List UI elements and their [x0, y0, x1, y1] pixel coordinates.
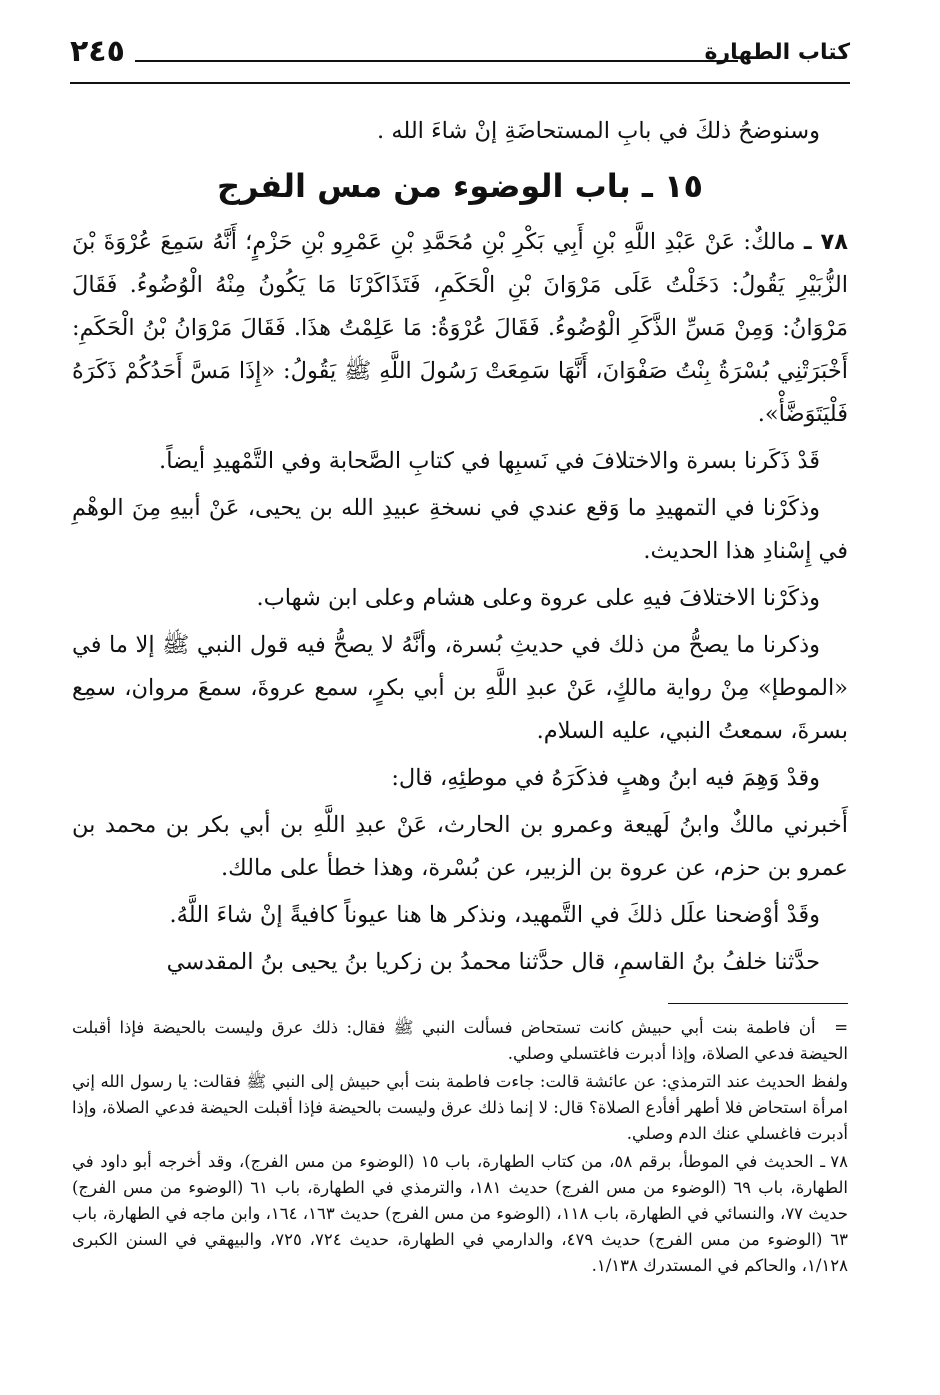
- hadith-number: ٧٨ ـ: [803, 229, 848, 255]
- paragraph: وذكرنا ما يصحُّ من ذلك في حديثِ بُسرة، وأنَّهُ لا يصحُّ فيه قول النبي ﷺ إلا ما في «الموطإ» مِنْ رواية مالكٍ، عَنْ عبدِ اللَّهِ بن أبي بكرٍ، سمع عروةَ، سمعَ مروان، سمِع بسرةَ، سمعتُ النبي، عليه السلام.: [72, 632, 848, 744]
- footnote-separator: [668, 1003, 848, 1004]
- paragraph-continued: أَخبرني مالكٌ وابنُ لَهيعة وعمرو بن الحارث، عَنْ عبدِ اللَّهِ بن أبي بكر بن محمد بن عمرو بن حزم، عن عروة بن الزبير، عن بُسْرة، وهذا خطأ على مالك.: [72, 812, 848, 881]
- hadith-paragraph: [72, 221, 848, 436]
- main-text: [72, 110, 848, 988]
- footnote: [72, 1015, 848, 1067]
- footnote-text: ولفظ الحديث عند الترمذي: عن عائشة قالت: جاءت فاطمة بنت أبي حبيش إلى النبي ﷺ فقالت: يا رسول الله إني امرأة استحاض فلا أطهر أفأدع الصلاة؟ قال: لا إنما ذلك عرق وليست بالحيضة فإذا أقبلت الحيضة فدعي الصلاة، وإذا أدبرت فاغسلي عنك الدم وصلي.: [72, 1072, 848, 1143]
- header-underline: [70, 82, 850, 84]
- footnote-text: أن فاطمة بنت أبي حبيش كانت تستحاض فسألت النبي ﷺ فقال: ذلك عرق وليست بالحيضة فإذا أقبلت الحيضة فدعي الصلاة، وإذا أدبرت فاغتسلي وصلي.: [72, 1018, 848, 1063]
- paragraph: وقَدْ أوْضحنا علَل ذلكَ في التَّمهيد، ونذكر ها هنا عيوناً كافيةً إنْ شاءَ اللَّهُ.: [169, 902, 820, 928]
- footnote: [72, 1149, 848, 1279]
- page-header: [70, 32, 850, 84]
- chapter-title: كتاب الطهارة: [704, 40, 850, 65]
- section-title: ١٥ ـ باب الوضوء من مس الفرج: [216, 167, 704, 205]
- footnote-marker: ٧٨ ـ: [820, 1152, 849, 1171]
- header-rule: [135, 60, 738, 62]
- page-number: ٢٤٥: [70, 34, 125, 69]
- intro-line: وسنوضحُ ذلكَ في بابِ المستحاضَةِ إنْ شاءَ الله .: [377, 118, 820, 144]
- paragraph: وذكَرْنا في التمهيدِ ما وَقع عندي في نسخةِ عبيدِ الله بن يحيى، عَنْ أبيهِ مِنَ الوهْمِ في إِسْنادِ هذا الحديث.: [72, 495, 848, 564]
- hadith-text: مالكٌ: عَنْ عَبْدِ اللَّهِ بْنِ أَبِي بَكْرِ بْنِ مُحَمَّدِ بْنِ عَمْرِو بْنِ حَزْمٍ؛ أَنَّهُ سَمِعَ عُرْوَةَ بْنَ الزُّبَيْرِ يَقُولُ: دَخَلْتُ عَلَى مَرْوَانَ بْنِ الْحَكَمِ، فَتَذَاكَرْنَا مَا يَكُونُ مِنْهُ الْوُضُوءُ. فَقَالَ مَرْوَانُ: وَمِنْ مَسِّ الذَّكَرِ الْوُضُوءُ. فَقَالَ عُرْوَةُ: مَا عَلِمْتُ هذَا. فَقَالَ مَرْوَانُ بْنُ الْحَكَمِ: أَخْبَرَتْنِي بُسْرَةُ بِنْتُ صَفْوَانَ، أَنَّهَا سَمِعَتْ رَسُولَ اللَّهِ ﷺ يَقُولُ: «إِذَا مَسَّ أَحَدُكُمْ ذَكَرَهُ فَلْيَتَوَضَّأْ».: [72, 229, 848, 427]
- footnote: [72, 1069, 848, 1147]
- footnote-text: الحديث في الموطأ، برقم ٥٨، من كتاب الطهارة، باب ١٥ (الوضوء من مس الفرج)، وقد أخرجه أبو داود في الطهارة، باب ٦٩ (الوضوء من مس الفرج) حديث ١٨١، والترمذي في الطهارة، باب ٦١ (الوضوء من مس الفرج) حديث ٧٧، والنسائي في الطهارة، باب ١١٨، (الوضوء من مس الفرج) حديث ١٦٣، ١٦٤، وابن ماجه في الطهارة، باب ٦٣ (الوضوء من مس الفرج) حديث ٤٧٩، والدارمي في الطهارة، حديث ٧٢٤، ٧٢٥، والبيهقي في السنن الكبرى ١/١٢٨، والحاكم في المستدرك ١/١٣٨.: [72, 1152, 848, 1275]
- footnotes: [72, 1015, 848, 1281]
- paragraph: حدَّثنا خلفُ بنُ القاسمِ، قال حدَّثنا محمدُ بن زكريا بنُ يحيى بنُ المقدسي: [166, 949, 820, 975]
- paragraph: وقدْ وَهِمَ فيه ابنُ وهبٍ فذكَرَهُ في موطئِهِ، قال:: [391, 765, 820, 791]
- paragraph: قَدْ ذَكَرنا بسرة والاختلافَ في نَسبِها في كتابِ الصَّحابة وفي التَّمْهيدِ أيضاً.: [159, 448, 820, 474]
- paragraph: وذكَرْنا الاختلافَ فيهِ على عروة وعلى هشام وعلى ابن شهاب.: [256, 585, 820, 611]
- footnote-marker: =: [834, 1018, 849, 1037]
